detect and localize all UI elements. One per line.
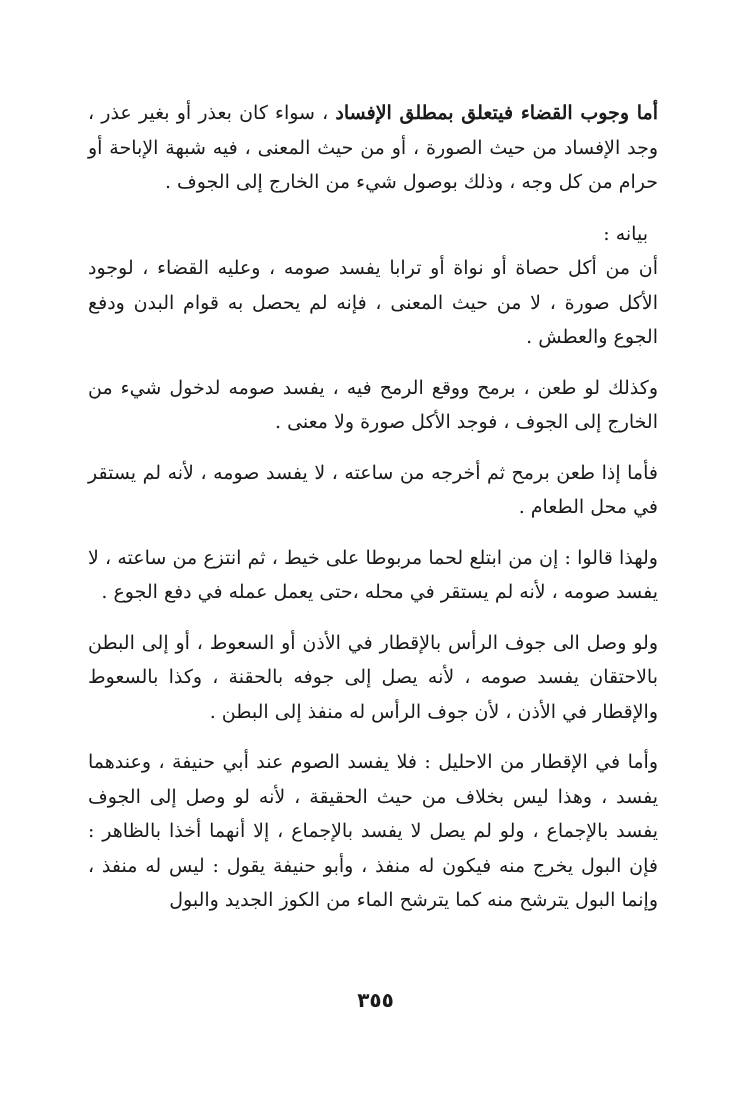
paragraph-2: أن من أكل حصاة أو نواة أو ترابا يفسد صومه ، وعليه القضاء ، لوجود الأكل صورة ، لا من حيث المعنى ، فإنه لم يحصل به قوام البدن ودفع الجوع والعطش . — [88, 257, 658, 348]
paragraph-3: وكذلك لو طعن ، برمح ووقع الرمح فيه ، يفسد صومه لدخول شيء من الخارج إلى الجوف ، فوجد الأكل صورة ولا معنى . — [88, 376, 658, 433]
paragraph-1 — [88, 96, 658, 200]
paragraph-6: ولو وصل الى جوف الرأس بالإقطار في الأذن أو السعوط ، أو إلى البطن بالاحتقان يفسد صومه ، لأنه يصل إلى جوفه بالحقنة ، وكذا بالسعوط والإقطار في الأذن ، لأن جوف الرأس له منفذ إلى البطن . — [88, 631, 658, 723]
section-heading: بيانه : — [603, 222, 648, 245]
paragraph-1-text: ، سواء كان بعذر أو بغير عذر ، وجد الإفساد من حيث الصورة ، أو من حيث المعنى ، فيه شبهة الإباحة أو حرام من كل وجه ، وذلك بوصول شيء من الخارج إلى الجوف . — [88, 102, 658, 193]
main-text — [88, 96, 658, 918]
page-number: ٣٥٥ — [357, 988, 394, 1012]
paragraph-1-lead: أما وجوب القضاء فيتعلق بمطلق الإفساد — [335, 102, 659, 124]
paragraph-5: ولهذا قالوا : إن من ابتلع لحما مربوطا على خيط ، ثم انتزع من ساعته ، لا يفسد صومه ، لأنه لم يستقر في محله ،حتى يعمل عمله في دفع الجوع . — [88, 546, 658, 603]
paragraph-7: وأما في الإقطار من الاحليل : فلا يفسد الصوم عند أبي حنيفة ، وعندهما يفسد ، وهذا ليس بخلاف من حيث الحقيقة ، لأنه لو وصل إلى الجوف يفسد بالإجماع ، ولو لم يصل لا يفسد بالإجماع ، إلا أنهما أخذا بالظاهر : فإن البول يخرج منه فيكون له منفذ ، وأبو حنيفة يقول : ليس له منفذ ، وإنما البول يترشح منه كما يترشح الماء من الكوز الجديد والبول — [88, 751, 658, 911]
paragraph-4: فأما إذا طعن برمح ثم أخرجه من ساعته ، لا يفسد صومه ، لأنه لم يستقر في محل الطعام . — [88, 461, 658, 518]
